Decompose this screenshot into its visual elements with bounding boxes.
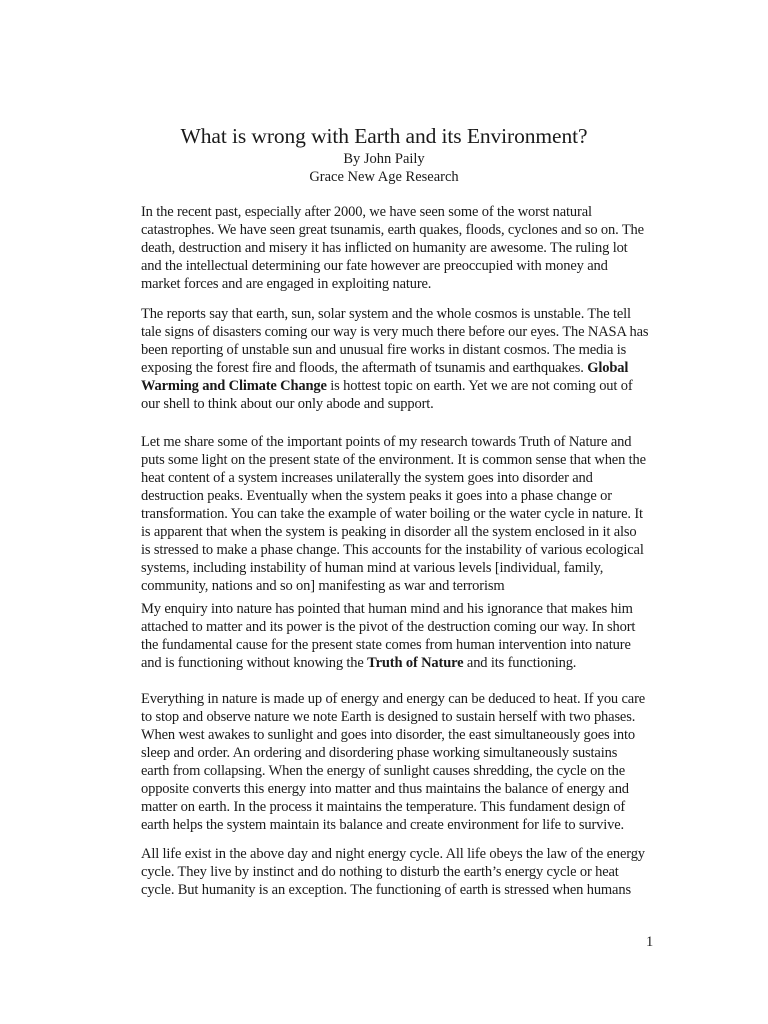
paragraph-line: cycle. They live by instinct and do nothing to disturb the earth’s energy cycle or heat — [141, 864, 619, 880]
paragraph-line: tale signs of disasters coming our way is very much there before our eyes. The NASA has — [141, 324, 649, 340]
paragraph-line: puts some light on the present state of the environment. It is common sense that when the — [141, 452, 646, 468]
paragraph-line: community, nations and so on] manifesting as war and terrorism — [141, 578, 505, 594]
paragraph-line: death, destruction and misery it has inflicted on humanity are awesome. The ruling lot — [141, 240, 628, 256]
paragraph-line: The reports say that earth, sun, solar system and the whole cosmos is unstable. The tell — [141, 306, 631, 322]
paragraph-6 — [141, 845, 645, 899]
page-number: 1 — [646, 934, 654, 950]
paragraph-line: sleep and order. An ordering and disordering phase working simultaneously sustains — [141, 745, 618, 761]
paragraph-line — [141, 654, 635, 672]
bold-phrase: Global — [587, 360, 629, 376]
paragraph-2 — [141, 305, 648, 413]
bold-phrase: Warming and Climate Change — [141, 378, 327, 394]
paragraph-line: to stop and observe nature we note Earth is designed to sustain herself with two phases. — [141, 709, 636, 725]
paragraph-line: been reporting of unstable sun and unusual fire works in distant cosmos. The media is — [141, 342, 627, 358]
paragraph-line: destruction peaks. Eventually when the system peaks it goes into a phase change or — [141, 488, 612, 504]
paragraph-line: earth helps the system maintain its balance and create environment for life to survive. — [141, 817, 625, 833]
paragraph-line: transformation. You can take the example of water boiling or the water cycle in nature. It — [141, 506, 643, 522]
paragraph-line: is apparent that when the system is peaking in disorder all the system enclosed in it also — [141, 524, 637, 540]
line-text: is hottest topic on earth. Yet we are not coming out of — [326, 378, 633, 394]
paragraph-line: is stressed to make a phase change. This accounts for the instability of various ecological — [141, 542, 644, 558]
paragraph-line: earth from collapsing. When the energy of sunlight causes shredding, the cycle on the — [141, 763, 626, 779]
paragraph-line: My enquiry into nature has pointed that human mind and his ignorance that makes him — [141, 601, 633, 617]
paragraph-line: systems, including instability of human mind at various levels [individual, family, — [141, 560, 604, 576]
paragraph-line — [141, 359, 648, 377]
paragraph-line: When west awakes to sunlight and goes into disorder, the east simultaneously goes into — [141, 727, 635, 743]
paragraph-5 — [141, 690, 645, 834]
paragraph-1 — [141, 203, 644, 293]
document-author: By John Paily — [343, 151, 425, 167]
document-organization: Grace New Age Research — [309, 169, 459, 185]
paragraph-line: and the intellectual determining our fate however are preoccupied with money and — [141, 258, 608, 274]
paragraph-line: our shell to think about our only abode and support. — [141, 396, 434, 412]
paragraph-line: Let me share some of the important points of my research towards Truth of Nature and — [141, 434, 632, 450]
paragraph-line: cycle. But humanity is an exception. The functioning of earth is stressed when humans — [141, 882, 631, 898]
paragraph-line: catastrophes. We have seen great tsunamis, earth quakes, floods, cyclones and so on. The — [141, 222, 644, 238]
document-title: What is wrong with Earth and its Environment? — [180, 124, 588, 148]
paragraph-line: opposite converts this energy into matter and thus maintains the balance of energy and — [141, 781, 629, 797]
paragraph-3 — [141, 433, 646, 595]
paragraph-line: the fundamental cause for the present state comes from human intervention into nature — [141, 637, 631, 653]
paragraph-line: In the recent past, especially after 2000, we have seen some of the worst natural — [141, 204, 592, 220]
line-text: and is functioning without knowing the — [141, 655, 368, 671]
line-text: and its functioning. — [463, 655, 577, 671]
line-text: exposing the forest fire and floods, the aftermath of tsunamis and earthquakes. — [141, 360, 584, 376]
paragraph-line: market forces and are engaged in exploiting nature. — [141, 276, 432, 292]
paragraph-line — [141, 377, 648, 395]
paragraph-line: attached to matter and its power is the pivot of the destruction coming our way. In short — [141, 619, 636, 635]
paragraph-line: matter on earth. In the process it maintains the temperature. This fundament design of — [141, 799, 626, 815]
paragraph-line: Everything in nature is made up of energy and energy can be deduced to heat. If you care — [141, 691, 646, 707]
paragraph-line: All life exist in the above day and night energy cycle. All life obeys the law of the energy — [141, 846, 645, 862]
bold-phrase: Truth of Nature — [367, 655, 464, 671]
paragraph-line: heat content of a system increases unilaterally the system goes into disorder and — [141, 470, 593, 486]
paragraph-4 — [141, 600, 635, 672]
